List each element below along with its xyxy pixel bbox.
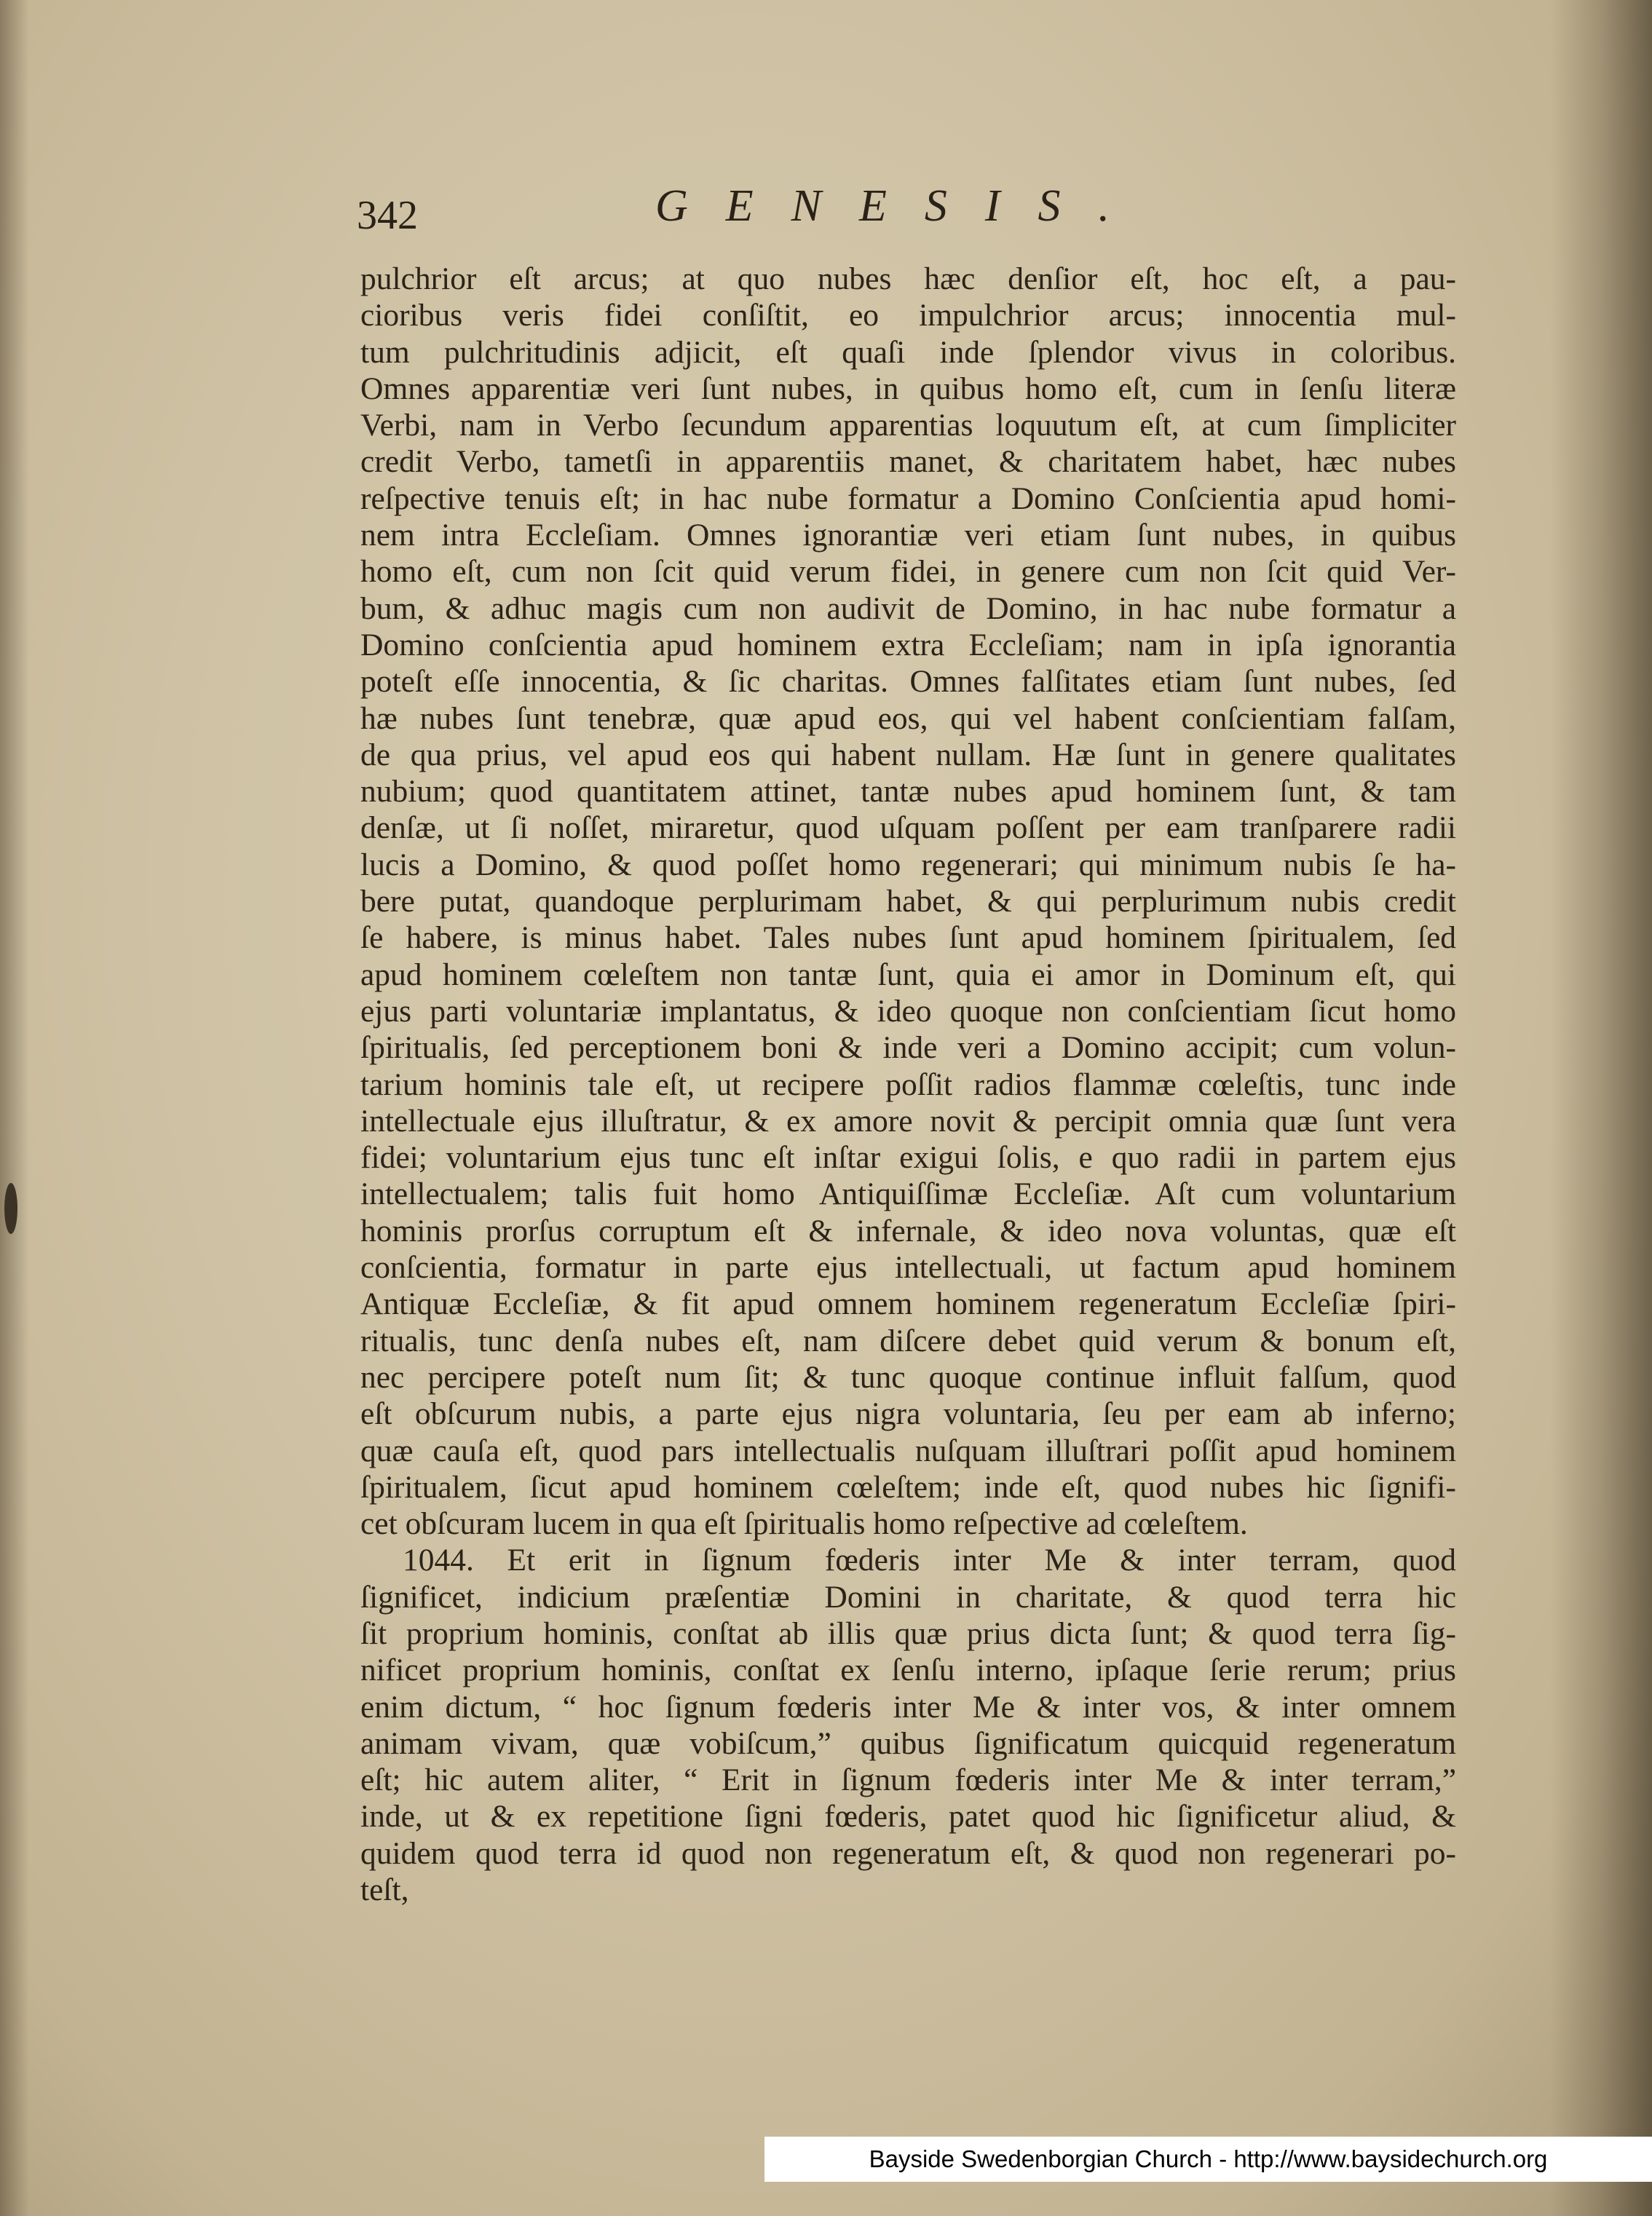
text-line: cioribus veris fidei conſiſtit, eo impulchrior arcus; innocentia mul- [360,298,1456,333]
text-line: hominis prorſus corruptum eſt & infernale, & ideo nova voluntas, quæ eſt [360,1213,1456,1249]
body-text [360,261,1456,1945]
text-line: nubium; quod quantitatem attinet, tantæ nubes apud hominem ſunt, & tam [360,774,1456,810]
catchword [360,1908,1456,1944]
text-line: nem intra Eccleſiam. Omnes ignorantiæ veri etiam ſunt nubes, in quibus [360,518,1456,553]
text-line: ritualis, tunc denſa nubes eſt, nam diſcere debet quid verum & bonum eſt, [360,1323,1456,1358]
text-line: bere putat, quandoque perplurimam habet, & qui perplurimum nubis credit [360,884,1456,919]
text-line: Domino conſcientia apud hominem extra Eccleſiam; nam in ipſa ignorantia [360,627,1456,662]
text-line: ejus parti voluntariæ implantatus, & ideo quoque non conſcientiam ſicut homo [360,993,1456,1029]
text-line: pulchrior eſt arcus; at quo nubes hæc denſior eſt, hoc eſt, a pau- [360,261,1456,296]
text-line: Omnes apparentiæ veri ſunt nubes, in quibus homo eſt, cum in ſenſu literæ [360,371,1456,406]
text-line: ſe habere, is minus habet. Tales nubes ſunt apud hominem ſpiritualem, ſed [360,920,1456,956]
text-line: bum, & adhuc magis cum non audivit de Domino, in hac nube formatur a [360,590,1456,626]
text-line: quidem quod terra id quod non regeneratum eſt, & quod non regenerari po- [360,1835,1456,1871]
text-line: apud hominem cœleſtem non tantæ ſunt, quia ei amor in Dominum eſt, qui [360,957,1456,992]
text-line: ſpiritualis, ſed perceptionem boni & inde veri a Domino accipit; cum volun- [360,1030,1456,1066]
text-line: nec percipere poteſt num ſit; & tunc quoque continue influit falſum, quod [360,1359,1456,1395]
text-line: hæ nubes ſunt tenebræ, quæ apud eos, qui vel habent conſcientiam falſam, [360,700,1456,736]
text-line: ſignificet, indicium præſentiæ Domini in charitate, & quod terra hic [360,1579,1456,1615]
text-line: conſcientia, formatur in parte ejus intellectuali, ut factum apud hominem [360,1250,1456,1286]
text-line: enim dictum, “ hoc ſignum fœderis inter Me & inter vos, & inter omnem [360,1689,1456,1725]
binding-shadow [1550,0,1652,2216]
text-line: eſt obſcurum nubis, a parte ejus nigra voluntaria, ſeu per eam ab inferno; [360,1396,1456,1432]
text-line: fidei; voluntarium ejus tunc eſt inſtar exigui ſolis, e quo radii in partem ejus [360,1140,1456,1176]
text-line: homo eſt, cum non ſcit quid verum fidei, in genere cum non ſcit quid Ver- [360,554,1456,590]
text-line: tum pulchritudinis adjicit, eſt quaſi inde ſplendor vivus in coloribus. [360,334,1456,370]
text-line: credit Verbo, tametſi in apparentiis manet, & charitatem habet, hæc nubes [360,444,1456,480]
page-edge-shadow [0,0,29,2216]
page-number: 342 [357,193,418,238]
text-line: ſpiritualem, ſicut apud hominem cœleſtem; inde eſt, quod nubes hic ſignifi- [360,1469,1456,1505]
text-line: cet obſcuram lucem in qua eſt ſpiritualis homo reſpective ad cœleſtem. [360,1506,1248,1542]
text-line: de qua prius, vel apud eos qui habent nullam. Hæ ſunt in genere qualitates [360,737,1456,772]
text-line: Verbi, nam in Verbo ſecundum apparentias loquutum eſt, at cum ſimpliciter [360,408,1456,443]
text-line: inde, ut & ex repetitione ſigni fœderis, patet quod hic ſignificetur aliud, & [360,1799,1456,1835]
text-line: denſæ, ut ſi noſſet, miraretur, quod uſquam poſſent per eam tranſparere radii [360,810,1456,846]
text-line: ſit proprium hominis, conſtat ab illis quæ prius dicta ſunt; & quod terra ſig- [360,1615,1456,1651]
text-line: tarium hominis tale eſt, ut recipere poſſit radios flammæ cœleſtis, tunc inde [360,1067,1456,1102]
text-line: Antiquæ Eccleſiæ, & fit apud omnem hominem regeneratum Eccleſiæ ſpiri- [360,1286,1456,1322]
text-line: eſt; hic autem aliter, “ Erit in ſignum fœderis inter Me & inter terram,” [360,1762,1456,1798]
text-line: teſt, [360,1872,409,1908]
watermark-banner: Bayside Swedenborgian Church - http://www.baysidechurch.org [764,2137,1652,2182]
page-header [357,181,1463,239]
text-line: intellectualem; talis fuit homo Antiquiſſimæ Eccleſiæ. Aſt cum voluntarium [360,1176,1456,1212]
text-line: poteſt eſſe innocentia, & ſic charitas. Omnes falſitates etiam ſunt nubes, ſed [360,664,1456,700]
text-line: lucis a Domino, & quod poſſet homo regenerari; qui minimum nubis ſe ha- [360,847,1456,882]
text-line: animam vivam, quæ vobiſcum,” quibus ſignificatum quicquid regeneratum [360,1725,1456,1761]
running-head: GENESIS. [655,181,1148,231]
text-line: intellectuale ejus illuſtratur, & ex amore novit & percipit omnia quæ ſunt vera [360,1103,1456,1139]
ink-stain [4,1183,17,1234]
text-line: quæ cauſa eſt, quod pars intellectualis nuſquam illuſtrari poſſit apud hominem [360,1433,1456,1468]
text-line: reſpective tenuis eſt; in hac nube formatur a Domino Conſcientia apud homi- [360,480,1456,516]
text-line: 1044. Et erit in ſignum fœderis inter Me & inter terram, quod [403,1543,1456,1578]
text-line: nificet proprium hominis, conſtat ex ſenſu interno, ipſaque ſerie rerum; prius [360,1653,1456,1688]
